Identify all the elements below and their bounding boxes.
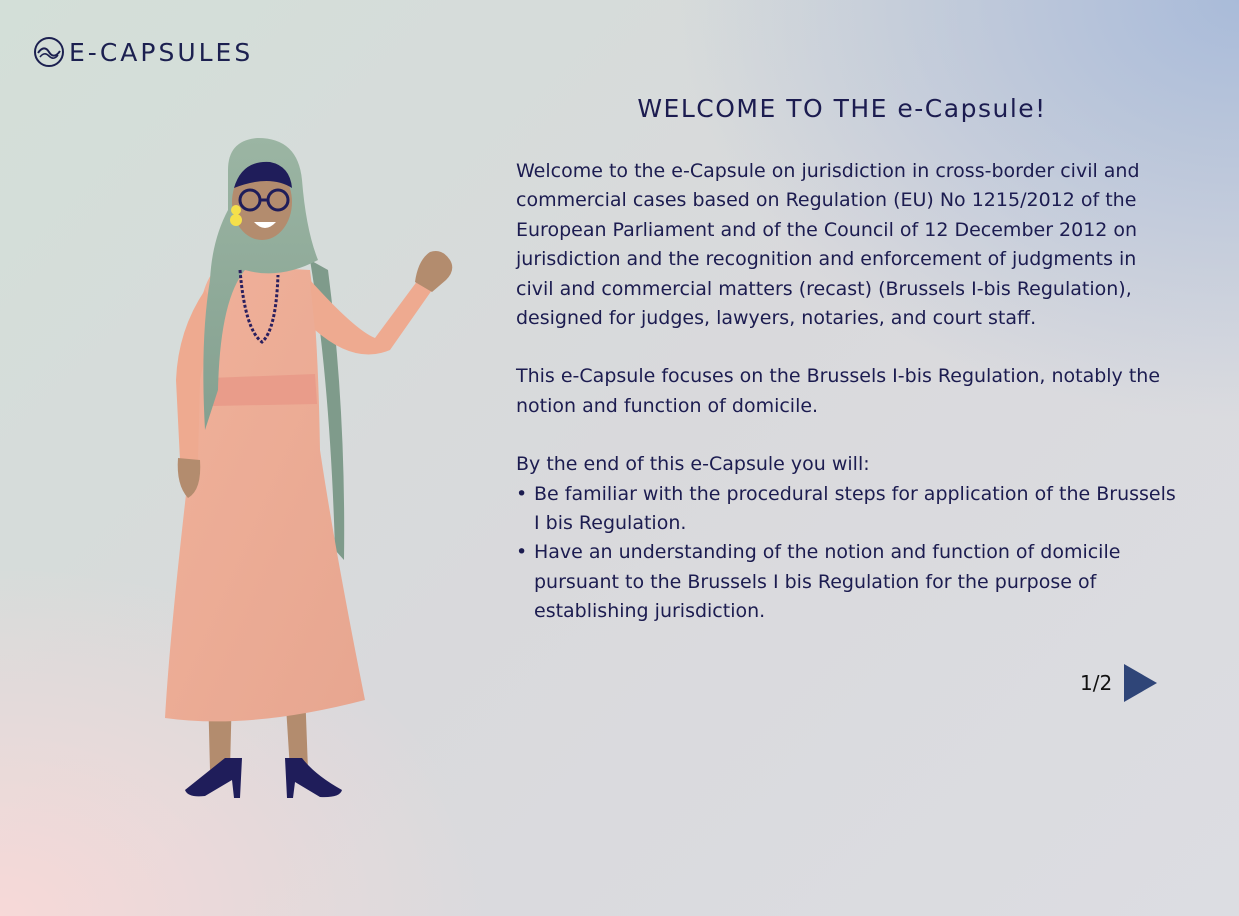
page-title: WELCOME TO THE e-Capsule! [637,94,1047,123]
bullet-marker: • [516,482,528,505]
wave-circle-icon [33,36,65,68]
brand-logo [33,36,253,68]
play-arrow-icon[interactable] [1124,664,1157,702]
intro-content [516,157,1176,627]
bullet-marker: • [516,541,528,564]
objectives-list [516,480,1176,627]
brand-name: E-CAPSULES [69,37,254,67]
pager [1080,660,1157,706]
page-indicator: 1/2 [1080,671,1113,695]
focus-paragraph: This e-Capsule focuses on the Brussels I-bis Regulation, notably the notion and function of domicile. [516,365,1161,417]
objective-text: Be familiar with the procedural steps for application of the Brussels I bis Regulation. [534,482,1176,535]
presenter-illustration [150,130,470,810]
list-item [516,480,1176,539]
intro-paragraph: Welcome to the e-Capsule on jurisdiction in cross-border civil and commercial cases based on Regulation (EU) No 1215/2012 of the European Parliament and of the Council of 12 December 2012 on jurisdiction and the recognition and enforcement of judgments in civil and commercial matters (recast) (Brussels I-bis Regulation), designed for judges, lawyers, notaries, and court staff. [516,160,1140,330]
objective-text: Have an understanding of the notion and function of domicile pursuant to the Brussels I bis Regulation for the purpose of establishing jurisdiction. [534,541,1121,623]
objectives-lead: By the end of this e-Capsule you will: [516,453,870,476]
list-item [516,538,1176,626]
